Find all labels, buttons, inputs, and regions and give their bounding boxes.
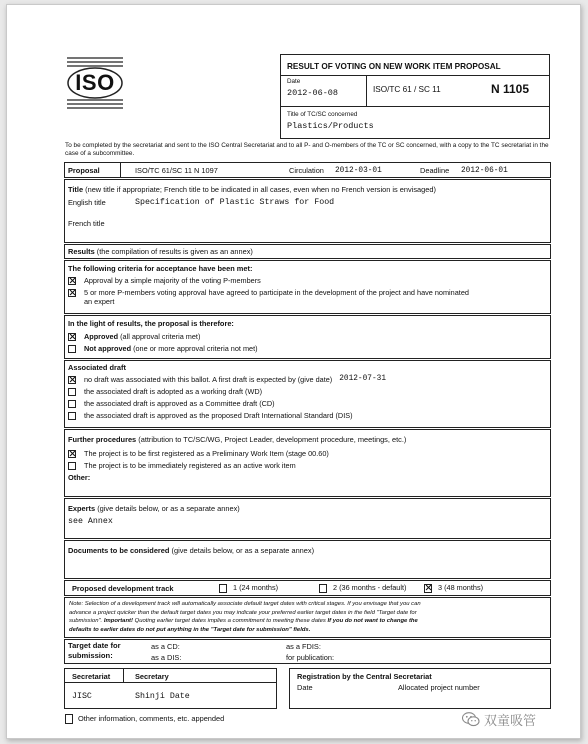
tc-title-value: Plastics/Products [287, 121, 374, 131]
registration-box [289, 668, 551, 709]
target-dis-label: as a DIS: [151, 653, 182, 662]
iso-logo-text: ISO [75, 70, 115, 95]
proposal-ref: ISO/TC 61/SC 11 N 1097 [135, 166, 218, 175]
date-value: 2012-06-08 [287, 88, 339, 98]
deadline-date: 2012-06-01 [461, 167, 508, 175]
checkbox-checked[interactable] [424, 584, 432, 593]
associated-heading: Associated draft [68, 363, 126, 372]
target-publication-label: for publication: [286, 653, 335, 662]
checkbox-unchecked[interactable] [68, 345, 76, 353]
checkbox-unchecked[interactable] [68, 412, 76, 420]
tc-title-label: Title of TC/SC concerned [287, 111, 358, 118]
proposal-label: Proposal [68, 166, 100, 175]
target-cd-label: as a CD: [151, 642, 180, 651]
experts-note: (give details below, or as a separate annex) [97, 504, 240, 513]
circulation-label: Circulation [289, 166, 324, 175]
results-box [64, 244, 551, 259]
target-fdis-label: as a FDIS: [286, 642, 321, 651]
french-title-label: French title [68, 219, 105, 228]
documents-label: Documents to be considered [68, 546, 170, 555]
criteria-box [64, 260, 551, 314]
criteria-item: 5 or more P-members voting approval have agreed to participate in the development of the project and have nominated an expert [68, 288, 469, 306]
track-option-3: 3 (48 months) [424, 583, 483, 593]
documents-box [64, 540, 551, 579]
target-label: Target date for submission: [68, 641, 121, 660]
date-label: Date [287, 78, 301, 85]
further-item: The project is to be first registered as a Preliminary Work Item (stage 00.60) [68, 449, 329, 458]
allocated-number-label: Allocated project number [398, 683, 480, 692]
outcome-item: Not approved (one or more approval criteria not met) [68, 344, 258, 353]
registration-heading: Registration by the Central Secretariat [297, 672, 432, 681]
outcome-heading: In the light of results, the proposal is therefore: [68, 319, 234, 328]
document-page [6, 4, 581, 739]
associated-item: the associated draft is approved as a Committee draft (CD) [68, 399, 275, 408]
further-item: The project is to be immediately registered as an active work item [68, 461, 296, 470]
secretariat-label: Secretariat [72, 672, 111, 681]
english-title-label: English title [68, 198, 106, 207]
secretary-label: Secretary [135, 672, 169, 681]
title-label: Title [68, 185, 84, 194]
track-label: Proposed development track [72, 584, 174, 593]
experts-value: see Annex [68, 517, 113, 526]
target-date-box [64, 639, 551, 664]
checkbox-checked[interactable] [68, 333, 76, 341]
checkbox-checked[interactable] [68, 376, 76, 384]
experts-box [64, 498, 551, 539]
outcome-item: Approved (all approval criteria met) [68, 332, 200, 341]
header-box [280, 54, 550, 139]
track-option-1: 1 (24 months) [219, 583, 278, 593]
intro-text: To be completed by the secretariat and sent to the ISO Central Secretariat and to all P- and O-members of the TC or SC concerned, with a copy to the TC secretariat in the case of a subcommittee. [65, 142, 549, 157]
proposal-box [64, 162, 551, 178]
title-box [64, 179, 551, 243]
checkbox-unchecked[interactable] [65, 714, 73, 724]
checkbox-checked[interactable] [68, 450, 76, 458]
registration-date-label: Date [297, 683, 313, 692]
criteria-item: Approval by a simple majority of the voting P-members [68, 276, 261, 285]
expected-draft-date: 2012-07-31 [339, 375, 387, 383]
english-title-value: Specification of Plastic Straws for Food [135, 198, 335, 207]
further-procedures-box [64, 429, 551, 497]
secretary-name: Shinji Date [135, 692, 190, 701]
checkbox-unchecked[interactable] [68, 388, 76, 396]
track-option-2: 2 (36 months - default) [319, 583, 406, 593]
results-label: Results [68, 247, 95, 256]
watermark-text: 双童吸管 [484, 713, 537, 728]
development-track-box [64, 580, 551, 596]
checkbox-unchecked[interactable] [319, 584, 327, 593]
form-title: RESULT OF VOTING ON NEW WORK ITEM PROPOSAL [287, 62, 501, 71]
associated-draft-box [64, 360, 551, 428]
other-info-row: Other information, comments, etc. appended [65, 713, 224, 724]
further-heading: Further procedures [68, 435, 137, 444]
documents-note: (give details below, or as a separate annex) [171, 546, 315, 555]
iso-logo [65, 54, 125, 112]
criteria-heading: The following criteria for acceptance have been met: [68, 264, 253, 273]
deadline-label: Deadline [420, 166, 450, 175]
secretariat-name: JISC [72, 692, 92, 701]
results-note: (the compilation of results is given as an annex) [96, 247, 253, 256]
outcome-box [64, 315, 551, 359]
circulation-date: 2012-03-01 [335, 167, 382, 175]
document-number: N 1105 [491, 82, 530, 96]
other-label: Other: [68, 473, 91, 482]
checkbox-unchecked[interactable] [68, 400, 76, 408]
note-text: Note: Selection of a development track will automatically associate default target dates with critical stages. If you envisage that you can advance a project quicker than the default target dates you may indicate your preferred earlier target dates in the field "Target date for submission". Important! Quoting earlier target dates implies a commitment to meeting these dates If you do not want to change the defaults to earlier dates do not put anything in the "Target date for submission" fields. [69, 601, 421, 633]
associated-item: the associated draft is approved as the proposed Draft International Standard (DIS) [68, 411, 353, 420]
wechat-icon [462, 712, 480, 727]
watermark [462, 710, 536, 729]
checkbox-unchecked[interactable] [68, 462, 76, 470]
note-box [64, 597, 551, 638]
checkbox-checked[interactable] [68, 277, 76, 285]
associated-item: the associated draft is adopted as a working draft (WD) [68, 387, 262, 396]
secretariat-box [64, 668, 277, 709]
experts-label: Experts [68, 504, 96, 513]
associated-item: no draft was associated with this ballot. A first draft is expected by (give date) 2012-07-31 [68, 375, 386, 384]
checkbox-unchecked[interactable] [219, 584, 227, 593]
committee-ref: ISO/TC 61 / SC 11 [373, 85, 441, 94]
further-note: (attribution to TC/SC/WG, Project Leader, development procedure, meetings, etc.) [138, 435, 407, 444]
title-note: (new title if appropriate; French title to be indicated in all cases, even when no French version is envisaged) [85, 185, 436, 194]
checkbox-checked[interactable] [68, 289, 76, 297]
